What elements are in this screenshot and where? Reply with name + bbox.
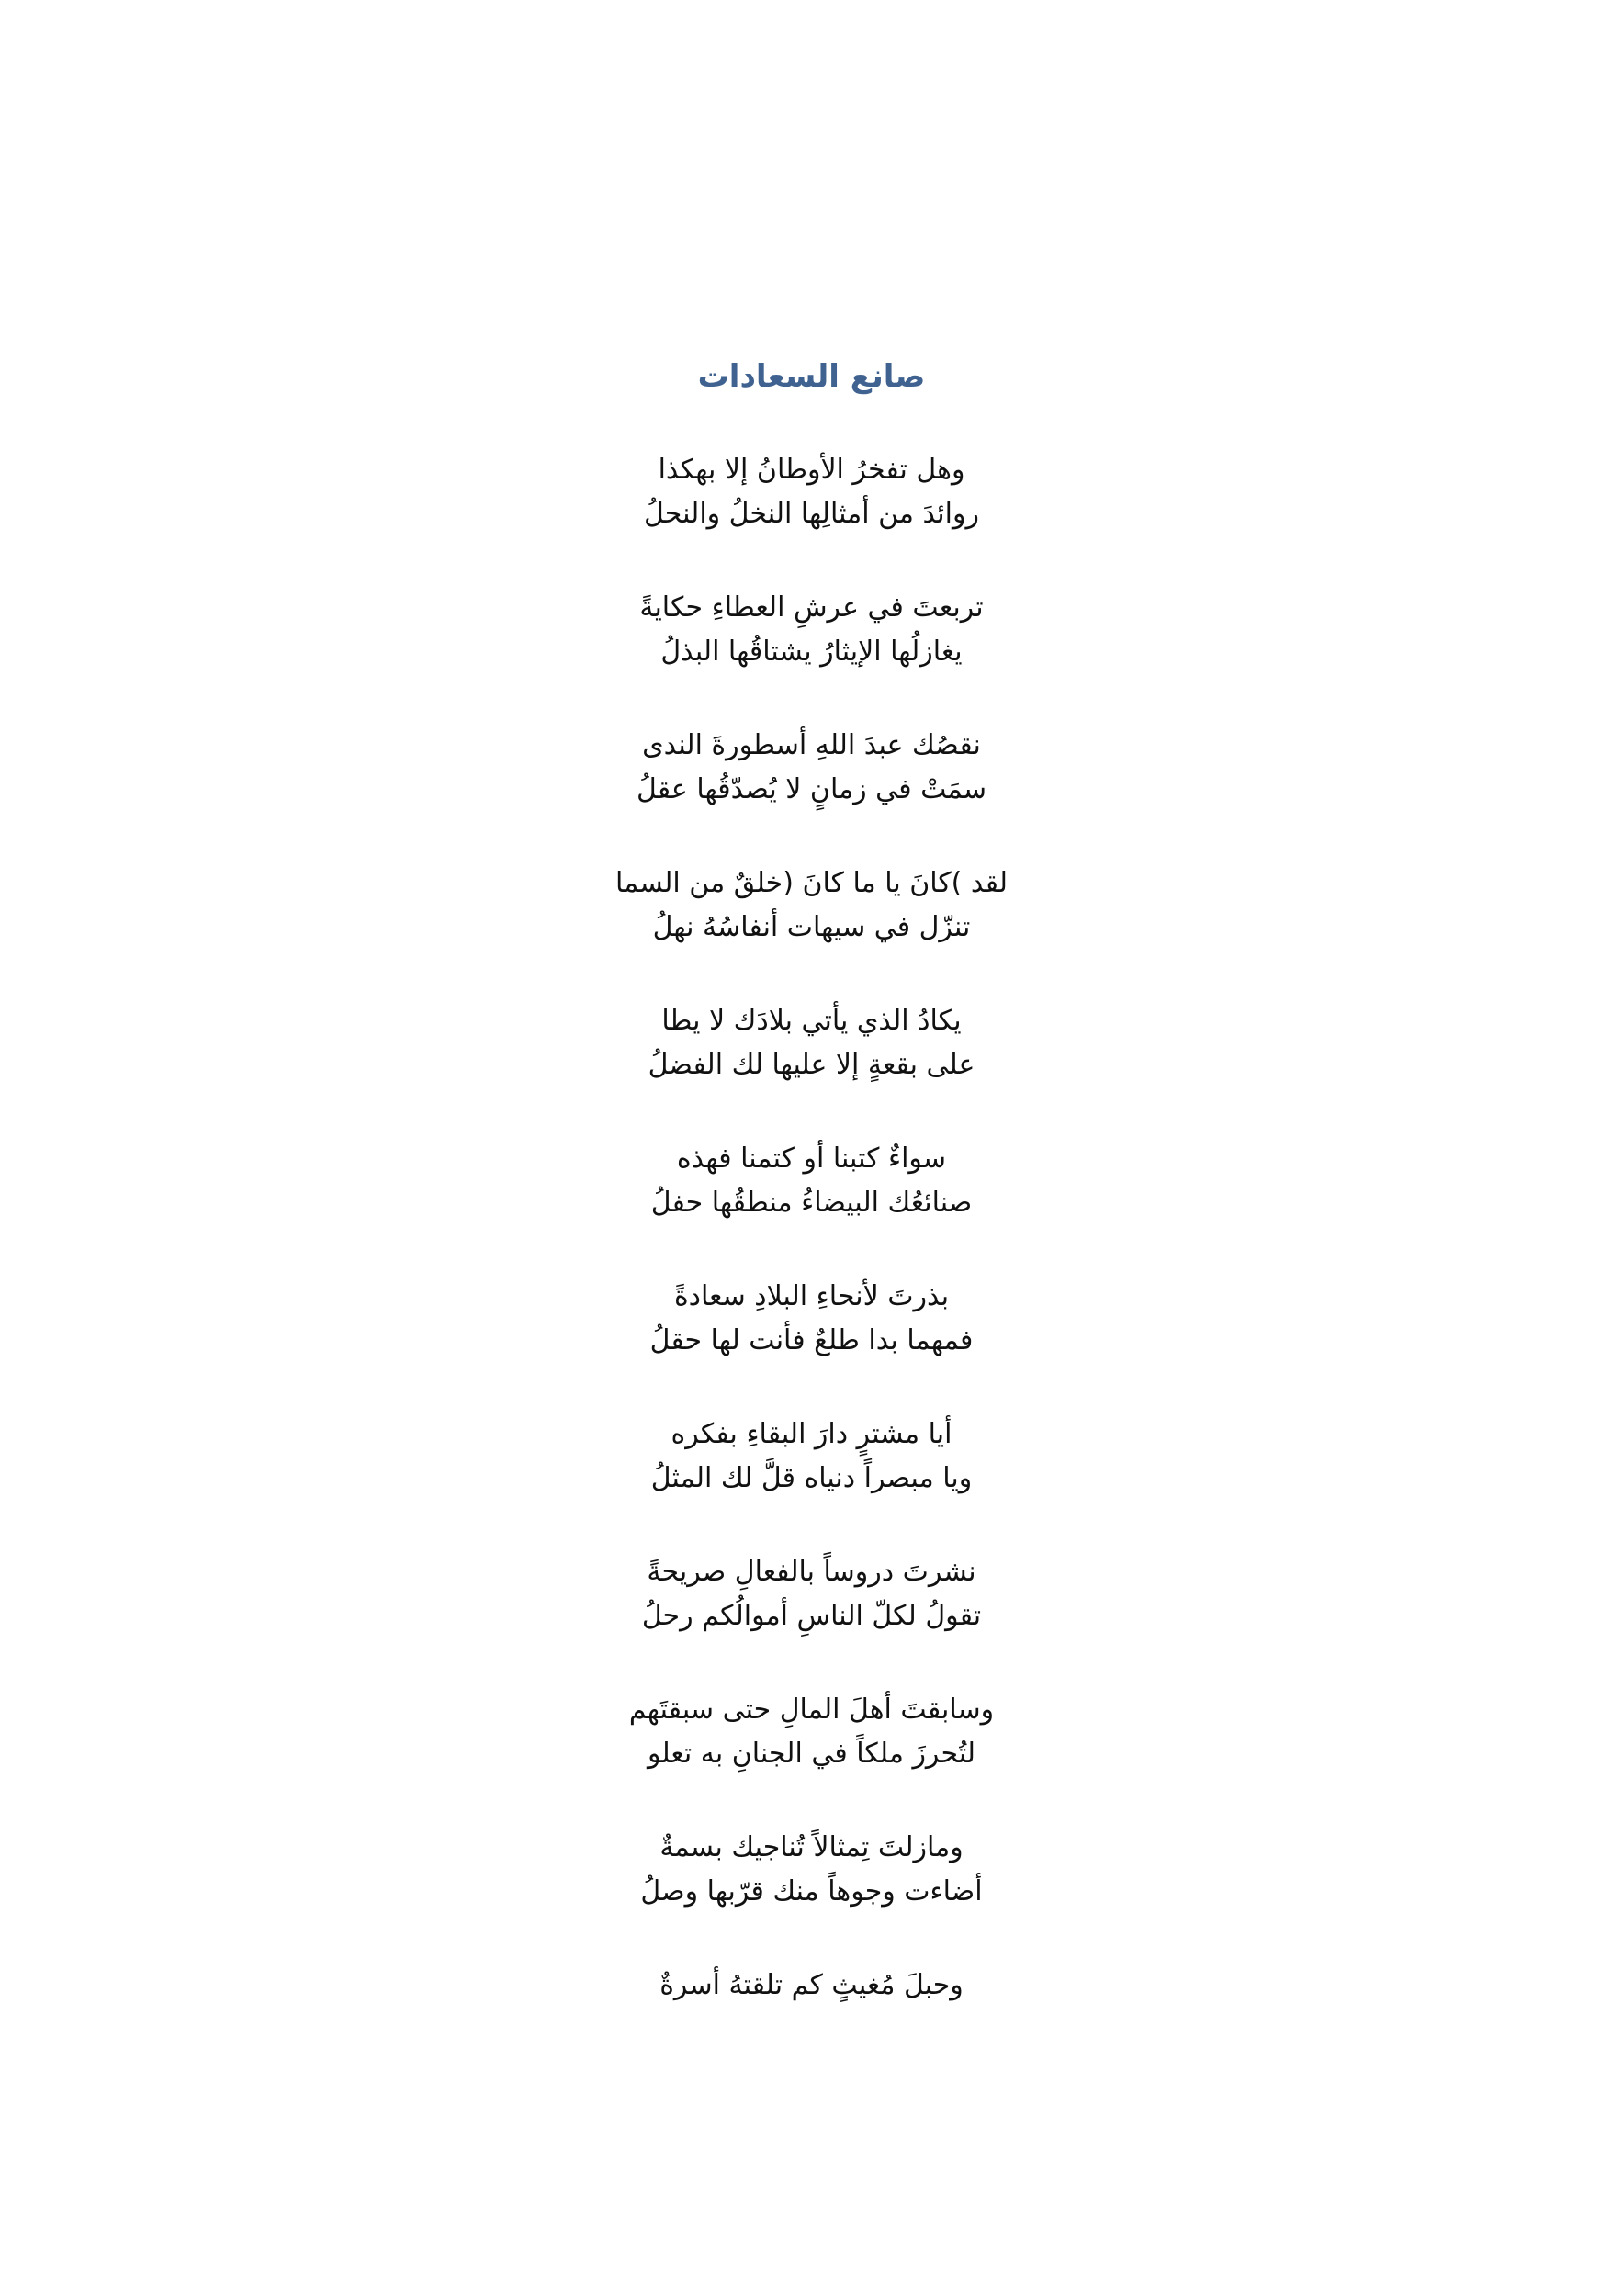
stanza bbox=[0, 1688, 1623, 1826]
verse-line: أيا مشترٍ دارَ البقاءِ بفكره bbox=[671, 1418, 952, 1450]
verse-line: نشرتَ دروساً بالفعالِ صريحةً bbox=[647, 1556, 976, 1588]
verse-line: فمهما بدا طلعٌ فأنت لها حقلُ bbox=[649, 1324, 974, 1356]
verse-line: ويا مبصراً دنياه قلَّ لك المثلُ bbox=[650, 1462, 973, 1494]
verse-line: سمَتْ في زمانٍ لا يُصدّقُها عقلُ bbox=[636, 773, 987, 805]
stanza bbox=[0, 1964, 1623, 2101]
verse-line: بذرتَ لأنحاءِ البلادِ سعادةً bbox=[673, 1280, 950, 1312]
verse-line: تربعتَ في عرشِ العطاءِ حكايةً bbox=[639, 591, 984, 624]
verse-line: يكادُ الذي يأتي بلادَك لا يطا bbox=[661, 1005, 962, 1037]
verse-line: وسابقتَ أهلَ المالِ حتى سبقتَهم bbox=[628, 1694, 995, 1726]
verse-line: وحبلَ مُغيثٍ كم تلقتهُ أسرةٌ bbox=[659, 1969, 964, 2001]
verse-line: روائدَ من أمثالِها النخلُ والنحلُ bbox=[644, 498, 979, 530]
verse-line: ومازلتَ تِمثالاً تُناجيك بسمةٌ bbox=[659, 1831, 964, 1863]
verse-line: تقولُ لكلّ الناسِ أموالُكم رحلُ bbox=[641, 1600, 982, 1632]
verse-line: لقد )كانَ يا ما كانَ (خلقٌ من السما bbox=[615, 867, 1008, 899]
stanza bbox=[0, 1275, 1623, 1412]
stanza bbox=[0, 1826, 1623, 1964]
verse-line: أضاءت وجوهاً منك قرّبها وصلُ bbox=[640, 1875, 983, 1908]
stanza bbox=[0, 586, 1623, 724]
verse-line: يغازلُها الإيثارُ يشتاقُها البذلُ bbox=[660, 636, 963, 668]
verse-line: تنزّل في سيهات أنفاسُهُ نهلُ bbox=[652, 911, 971, 943]
stanza bbox=[0, 999, 1623, 1137]
verse-line: على بقعةٍ إلا عليها لك الفضلُ bbox=[648, 1049, 975, 1081]
stanza bbox=[0, 1550, 1623, 1688]
stanza bbox=[0, 724, 1623, 861]
stanza bbox=[0, 1137, 1623, 1275]
poem bbox=[0, 349, 1623, 2101]
stanza bbox=[0, 1412, 1623, 1550]
verse-line: لتُحرزَ ملكاً في الجنانِ به تعلو bbox=[647, 1738, 976, 1770]
verse-line: نقصُك عبدَ اللهِ أسطورةَ الندى bbox=[642, 729, 981, 761]
verse-line: صنائعُك البيضاءُ منطقُها حفلُ bbox=[650, 1187, 973, 1219]
stanza bbox=[0, 448, 1623, 586]
stanza bbox=[0, 861, 1623, 999]
verse-line: وهل تفخرُ الأوطانُ إلا بهكذا bbox=[658, 454, 965, 486]
verse-line: سواءٌ كتبنا أو كتمنا فهذه bbox=[676, 1142, 947, 1175]
poem-title: صانع السعادات bbox=[697, 358, 926, 395]
poem-stanzas bbox=[0, 448, 1623, 2101]
